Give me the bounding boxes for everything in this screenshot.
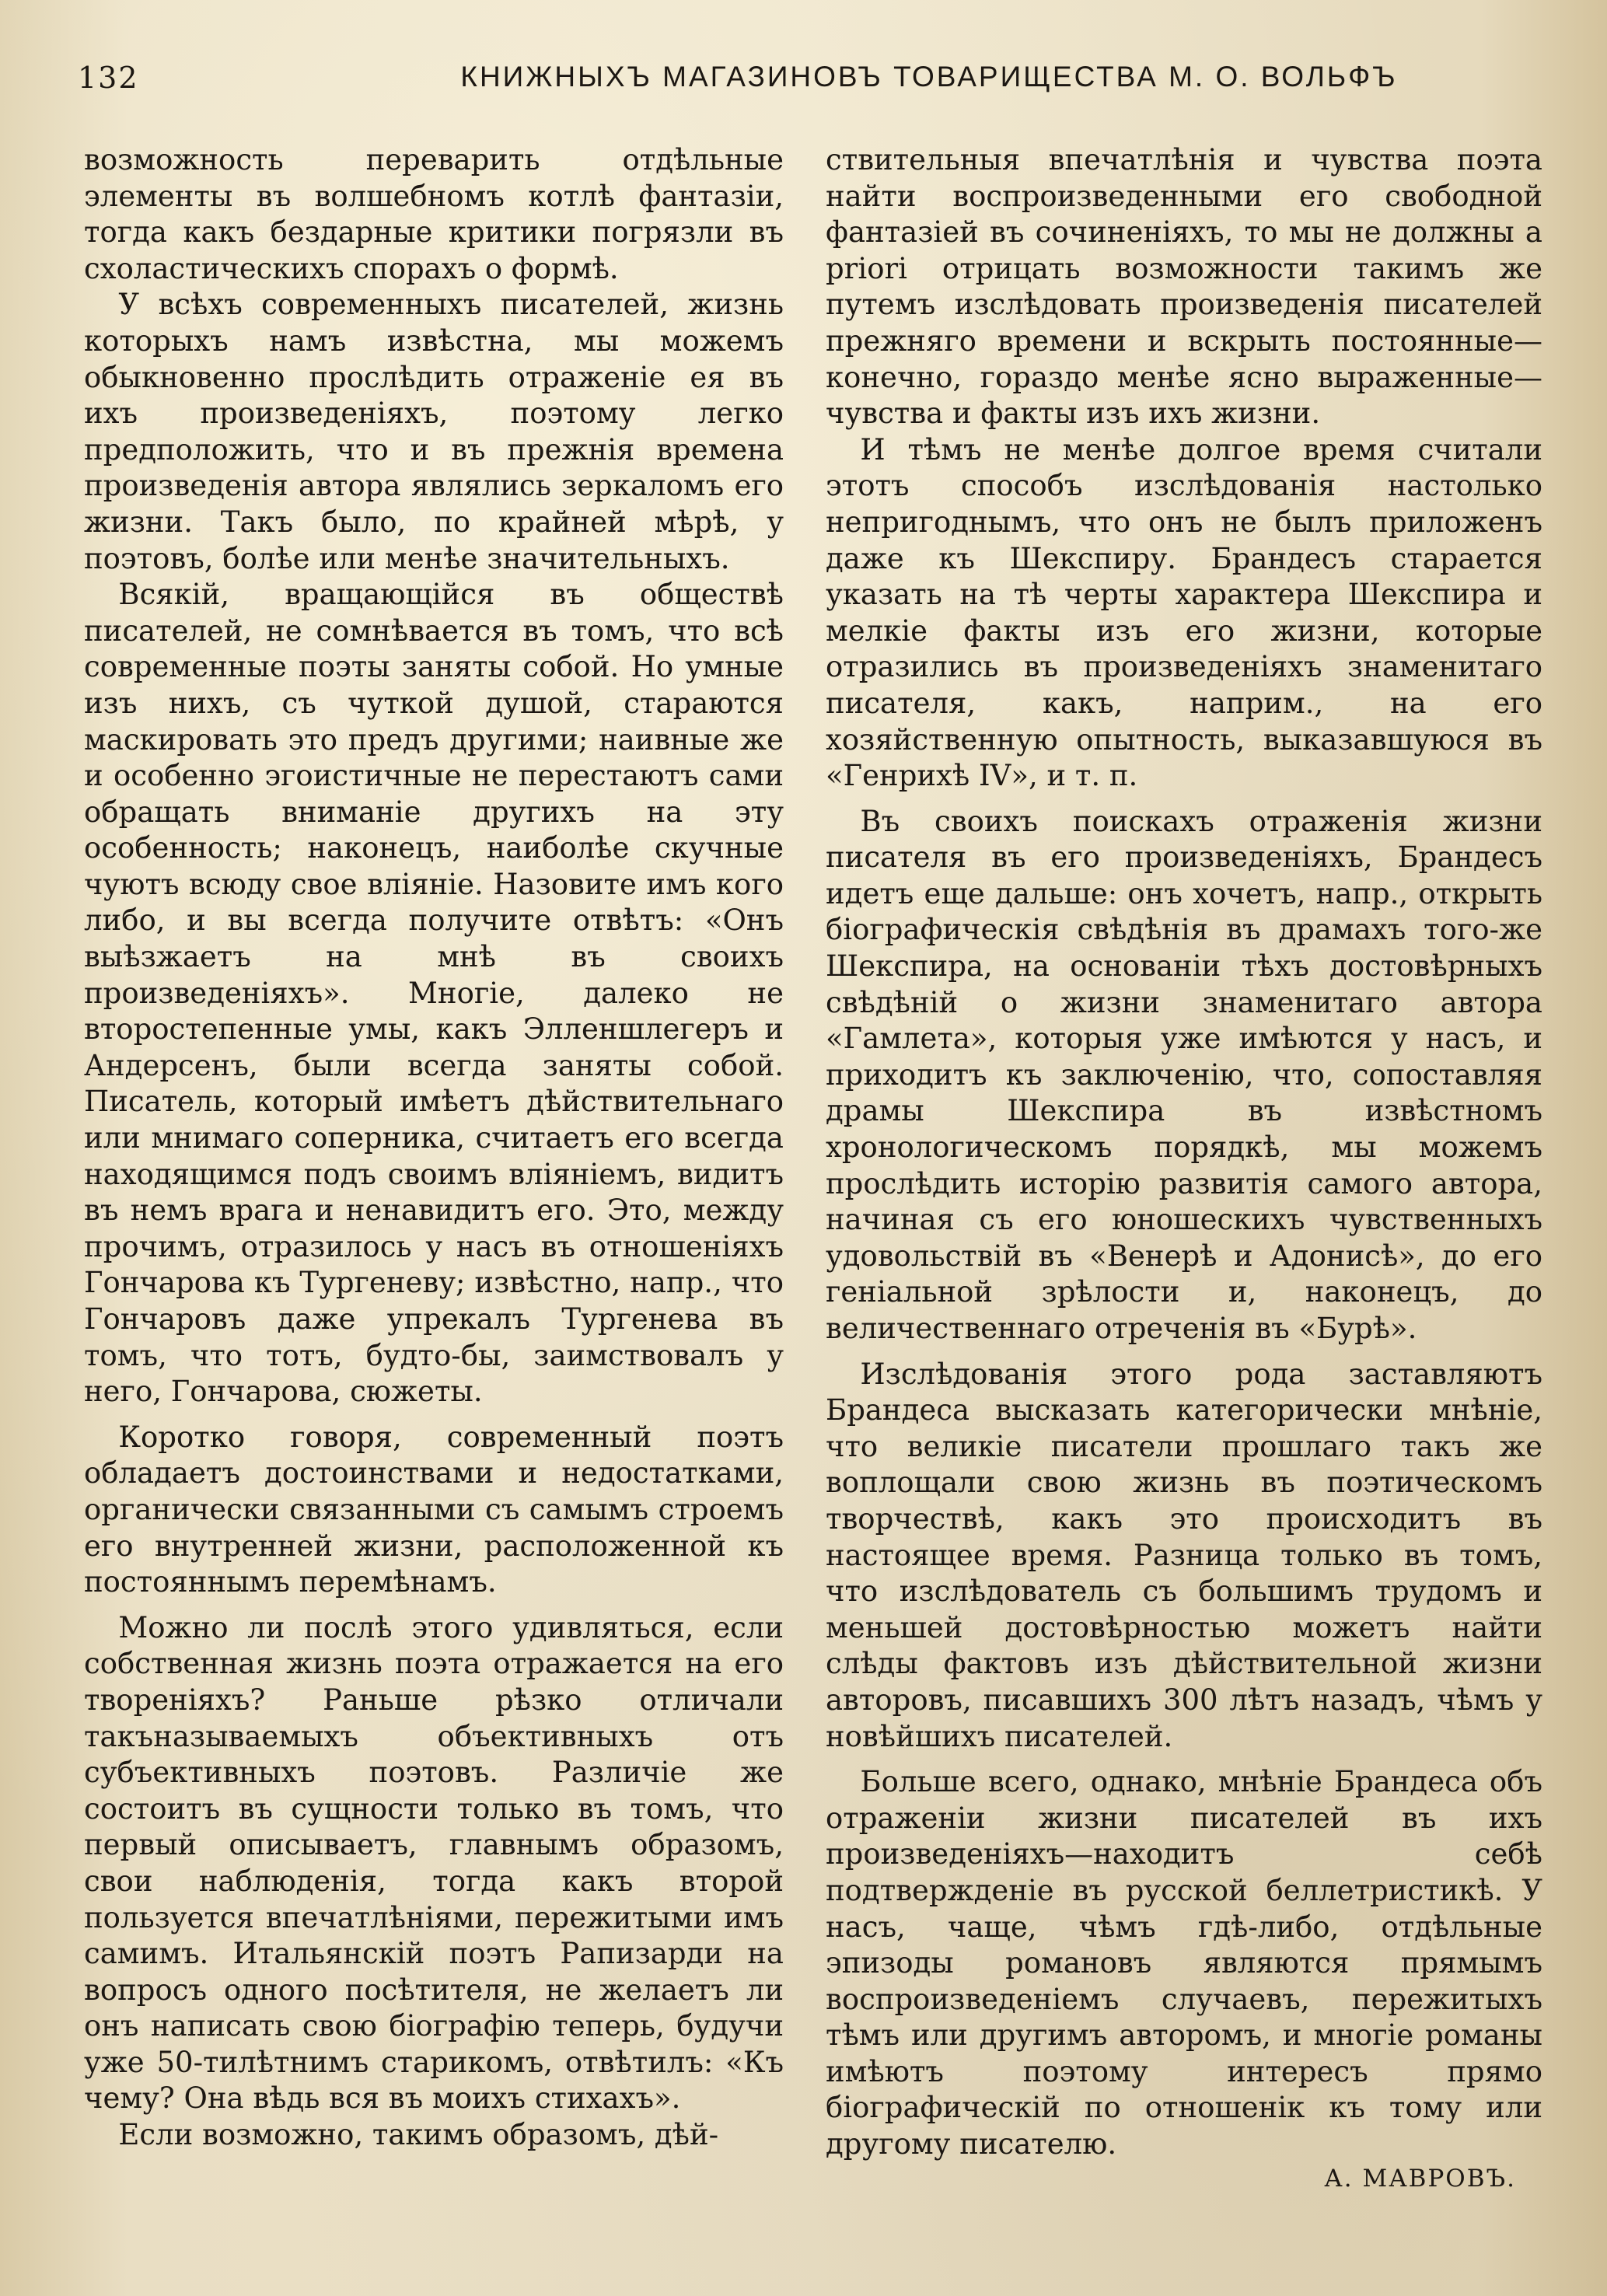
- page-number: 132: [78, 61, 139, 95]
- paragraph: И тѣмъ не менѣе долгое время считали этотъ способъ изслѣдованія настолько непригоднымъ, что онъ не былъ приложенъ даже къ Шекспиру. Брандесъ старается указать на тѣ черты характера Шекспира и мелкіе факты изъ его жизни, которые отразились въ произведеніяхъ знаменитаго писателя, какъ, наприм., на его хозяйственную опытность, выказавшуюся въ «Генрихѣ IV», и т. п.: [826, 432, 1542, 793]
- paragraph: У всѣхъ современныхъ писателей, жизнь которыхъ намъ извѣстна, мы можемъ обыкновенно прослѣдить отраженіе ея въ ихъ произведеніяхъ, поэтому легко предположить, что и въ прежнія времена произведенія автора являлись зеркаломъ его жизни. Такъ было, по крайней мѣрѣ, у поэтовъ, болѣе или менѣе значительныхъ.: [84, 288, 784, 575]
- paragraph: Въ своихъ поискахъ отраженія жизни писателя въ его произведеніяхъ, Брандесъ идетъ еще дальше: онъ хочетъ, напр., открыть біографическія свѣдѣнія въ драмахъ того-же Шекспира, на основаніи тѣхъ достовѣрныхъ свѣдѣній о жизни знаменитаго автора «Гамлета», которыя уже имѣются у насъ, и приходитъ къ заключенію, что, сопоставляя драмы Шекспира въ извѣстномъ хронологическомъ порядкѣ, мы можемъ прослѣдить исторію развитія самого автора, начиная съ его юношескихъ чувственныхъ удовольствій въ «Венерѣ и Адонисѣ», до его геніальной зрѣлости и, наконецъ, до величественнаго отреченія въ «Бурѣ».: [826, 804, 1542, 1345]
- right-column: [826, 142, 1542, 2163]
- paragraph: Если возможно, такимъ образомъ, дѣй-: [118, 2118, 719, 2152]
- paragraph: возможность переварить отдѣльные элементы въ волшебномъ котлѣ фантазіи, тогда какъ бездарные критики погрязли въ схоластическихъ спорахъ о формѣ.: [84, 143, 784, 285]
- page-header: [78, 61, 1547, 110]
- paragraph: Изслѣдованія этого рода заставляютъ Брандеса высказать категорически мнѣніе, что великіе писатели прошлаго такъ же воплощали свою жизнь въ поэтическомъ творчествѣ, какъ это происходитъ въ настоящее время. Разница только въ томъ, что изслѣдователь съ большимъ трудомъ и меньшей достовѣрностью можетъ найти слѣды фактовъ изъ дѣйствительной жизни авторовъ, писавшихъ 300 лѣтъ назадъ, чѣмъ у новѣйшихъ писателей.: [826, 1357, 1542, 1753]
- running-title: КНИЖНЫХЪ МАГАЗИНОВЪ ТОВАРИЩЕСТВА М. О. ВОЛЬФЪ: [460, 61, 1398, 93]
- paragraph: Всякій, вращающійся въ обществѣ писателей, не сомнѣвается въ томъ, что всѣ современные поэты заняты собой. Но умные изъ нихъ, съ чуткой душой, стараются маскировать это предъ другими; наивные же и особенно эгоистичные не перестаютъ сами обращать вниманіе другихъ на эту особенность; наконецъ, наиболѣе скучные чуютъ всюду свое вліяніе. Назовите имъ кого либо, и вы всегда получите отвѣтъ: «Онъ выѣзжаетъ на мнѣ въ своихъ произведеніяхъ». Многіе, далеко не второстепенные умы, какъ Элленшлегеръ и Андерсенъ, были всегда заняты собой. Писатель, который имѣетъ дѣйствительнаго или мнимаго соперника, считаетъ его всегда находящимся подъ своимъ вліяніемъ, видитъ въ немъ врага и ненавидитъ его. Это, между прочимъ, отразилось у насъ въ отношеніяхъ Гончарова къ Тургеневу; извѣстно, напр., что Гончаровъ даже упрекалъ Тургенева въ томъ, что тотъ, будто-бы, заимствовалъ у него, Гончарова, сюжеты.: [84, 578, 784, 1409]
- paragraph: Больше всего, однако, мнѣніе Брандеса объ отраженіи жизни писателей въ ихъ произведеніяхъ—находитъ себѣ подтвержденіе въ русской беллетристикѣ. У насъ, чаще, чѣмъ гдѣ-либо, отдѣльные эпизоды романовъ являются прямымъ воспроизведеніемъ случаевъ, пережитыхъ тѣмъ или другимъ авторомъ, и многіе романы имѣютъ поэтому интересъ прямо біографическій по отношенік къ тому или другому писателю.: [826, 1765, 1542, 2161]
- paragraph: Можно ли послѣ этого удивляться, если собственная жизнь поэта отражается на его твореніяхъ? Раньше рѣзко отличали такъназываемыхъ объективныхъ отъ субъективныхъ поэтовъ. Различіе же состоитъ въ сущности только въ томъ, что первый описываетъ, главнымъ образомъ, свои наблюденія, тогда какъ второй пользуется впечатлѣніями, пережитыми имъ самимъ. Итальянскій поэтъ Рапизарди на вопросъ одного посѣтителя, не желаетъ ли онъ написать свою біографію теперь, будучи уже 50-тилѣтнимъ старикомъ, отвѣтилъ: «Къ чему? Она вѣдь вся въ моихъ стихахъ».: [84, 1610, 784, 2116]
- paragraph: ствительныя впечатлѣнія и чувства поэта найти воспроизведенными его свободной фантазіей въ сочиненіяхъ, то мы не должны a priori отрицать возможности такимъ же путемъ изслѣдовать произведенія писателей прежняго времени и вскрыть постоянные— конечно, гораздо менѣе ясно выраженные— чувства и факты изъ ихъ жизни.: [826, 143, 1542, 431]
- author-signature: А. МАВРОВЪ.: [1324, 2165, 1516, 2193]
- paragraph: Коротко говоря, современный поэтъ обладаетъ достоинствами и недостатками, органически связанными съ самымъ строемъ его внутренней жизни, расположенной къ постояннымъ перемѣнамъ.: [84, 1420, 784, 1599]
- left-column: [84, 142, 784, 2154]
